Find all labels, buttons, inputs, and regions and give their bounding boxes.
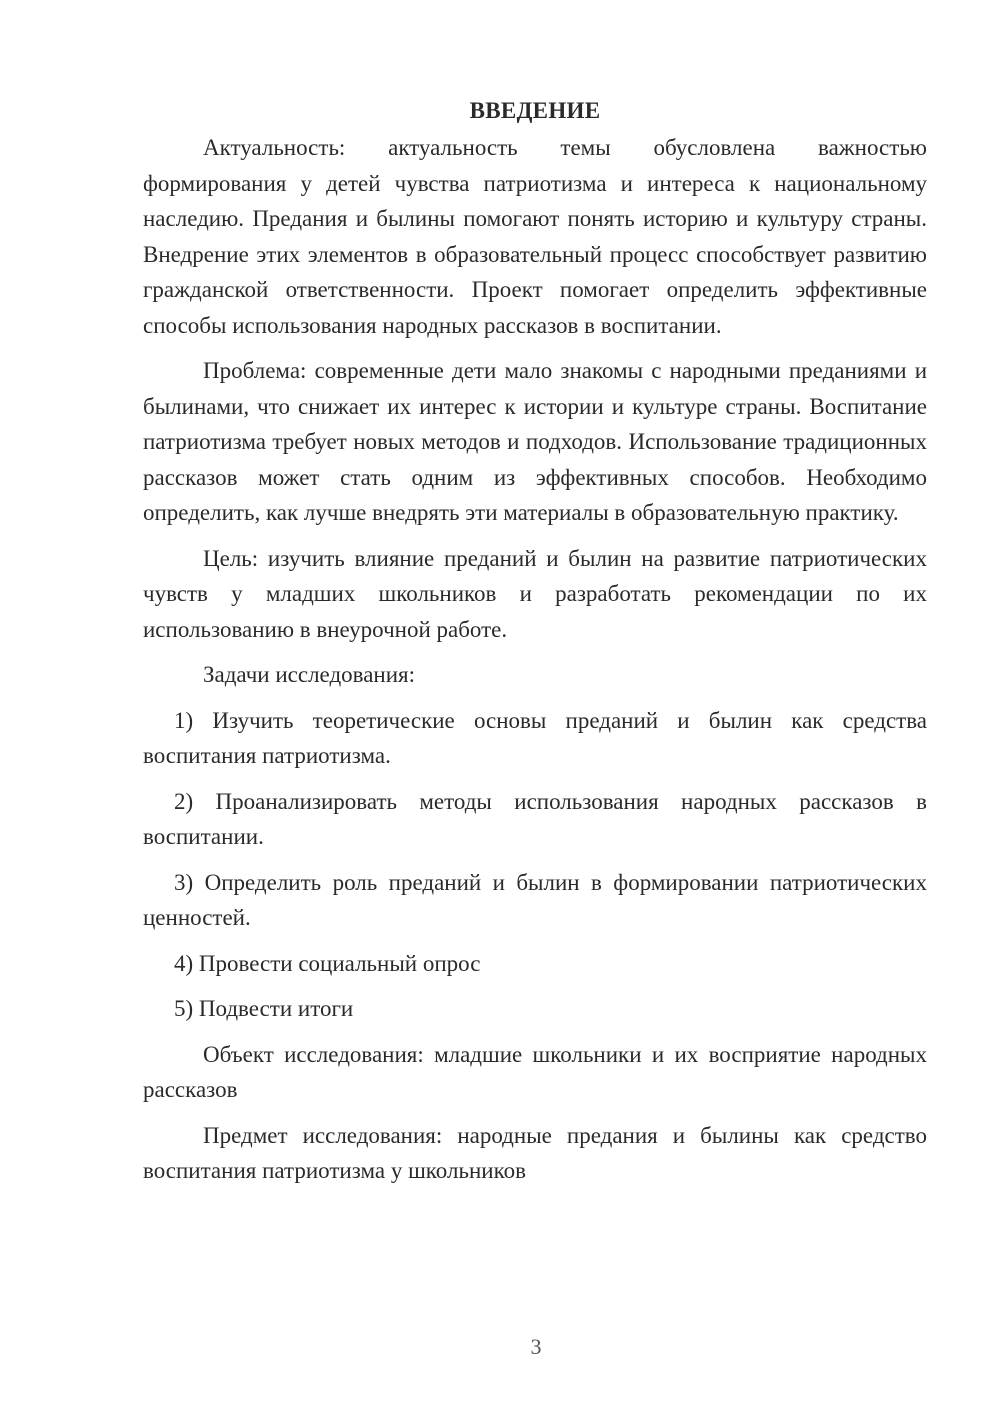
task-item-3: 3) Определить роль преданий и былин в формировании патриотических ценностей.: [143, 869, 927, 930]
task-item-2: 2) Проанализировать методы использования народных рассказов в воспитании.: [143, 788, 927, 849]
task-item-1: 1) Изучить теоретические основы преданий и былин как средства воспитания патриотизма.: [143, 707, 927, 768]
tasks-heading: Задачи исследования:: [203, 662, 416, 687]
task-item-5: 5) Подвести итоги: [174, 996, 354, 1021]
section-title: ВВЕДЕНИЕ: [469, 98, 601, 123]
research-object-paragraph: Объект исследования: младшие школьники и их восприятие народных рассказов: [143, 1041, 927, 1102]
page-body: [143, 96, 927, 1189]
page-number: 3: [530, 1334, 542, 1359]
task-item-4: 4) Провести социальный опрос: [174, 950, 481, 976]
relevance-paragraph: Актуальность: актуальность темы обусловлена важностью формирования у детей чувства патриотизма и интереса к национальному наследию. Предания и былины помогают понять историю и культуру страны. Внедрение этих элементов в образовательный процесс способствует развитию гражданской ответственности. Проект помогает определить эффективные способы использования народных рассказов в воспитании.: [143, 135, 927, 338]
goal-paragraph: Цель: изучить влияние преданий и былин на развитие патриотических чувств у младших школьников и разработать рекомендации по их использованию в внеурочной работе.: [143, 545, 927, 642]
research-subject-paragraph: Предмет исследования: народные предания и былины как средство воспитания патриотизма у школьников: [143, 1122, 927, 1183]
problem-paragraph: Проблема: современные дети мало знакомы с народными преданиями и былинами, что снижает их интерес к истории и культуре страны. Воспитание патриотизма требует новых методов и подходов. Использование традиционных рассказов может стать одним из эффективных способов. Необходимо определить, как лучше внедрять эти материалы в образовательную практику.: [143, 358, 927, 525]
